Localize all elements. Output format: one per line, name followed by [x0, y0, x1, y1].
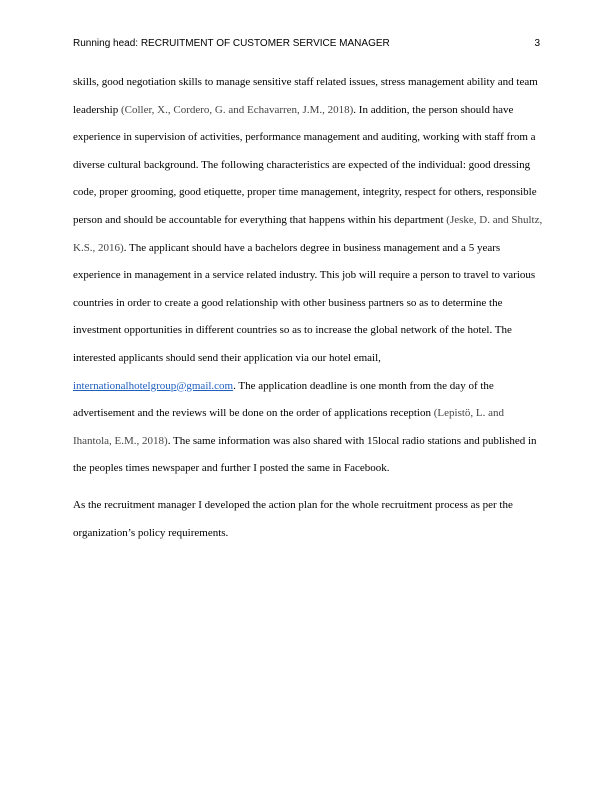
- citation: (Coller, X., Cordero, G. and Echavarren, J.M., 2018): [120, 103, 354, 116]
- paragraph-1: [73, 69, 543, 483]
- page-number: 3: [534, 38, 540, 49]
- paragraph-2: As the recruitment manager I developed the action plan for the whole recruitment process as per the organization’s policy requirements.: [73, 498, 513, 539]
- running-head: Running head: RECRUITMENT OF CUSTOMER SERVICE MANAGER: [73, 38, 390, 49]
- text-segment: skills, good negotiation skills to manage sensitive staff related issues, stress management ability and team leadership: [73, 76, 538, 116]
- citation: (Lepistö, L. and Ihantola, E.M., 2018): [73, 407, 505, 447]
- text-segment: . The applicant should have a bachelors degree in business management and a 5 years experience in management in a service related industry. This job will require a person to travel to various countries in order to create a good relationship with other business partners so as to determine the investment opportunities in different countries so as to increase the global network of the hotel. The interested applicants should send their application via our hotel email,: [73, 241, 536, 364]
- body-text: [73, 69, 543, 547]
- text-segment: . The same information was also shared with 15local radio stations and published in the peoples times newspaper and further I posted the same in Facebook.: [73, 434, 537, 475]
- text-segment: . The application deadline is one month from the day of the advertisement and the reviews will be done on the order of applications reception: [73, 379, 494, 420]
- citation: (Jeske, D. and Shultz, K.S., 2016): [73, 213, 543, 254]
- page-header: [73, 37, 540, 51]
- text-segment: . In addition, the person should have experience in supervision of activities, performance management and auditing, working with staff from a diverse cultural background. The following characteristics are expected of the individual: good dressing code, proper grooming, good etiquette, proper time management, integrity, respect for others, responsible person and should be accountable for everything that happens within his department: [73, 103, 537, 226]
- email-link[interactable]: internationalhotelgroup@gmail.com: [73, 379, 234, 392]
